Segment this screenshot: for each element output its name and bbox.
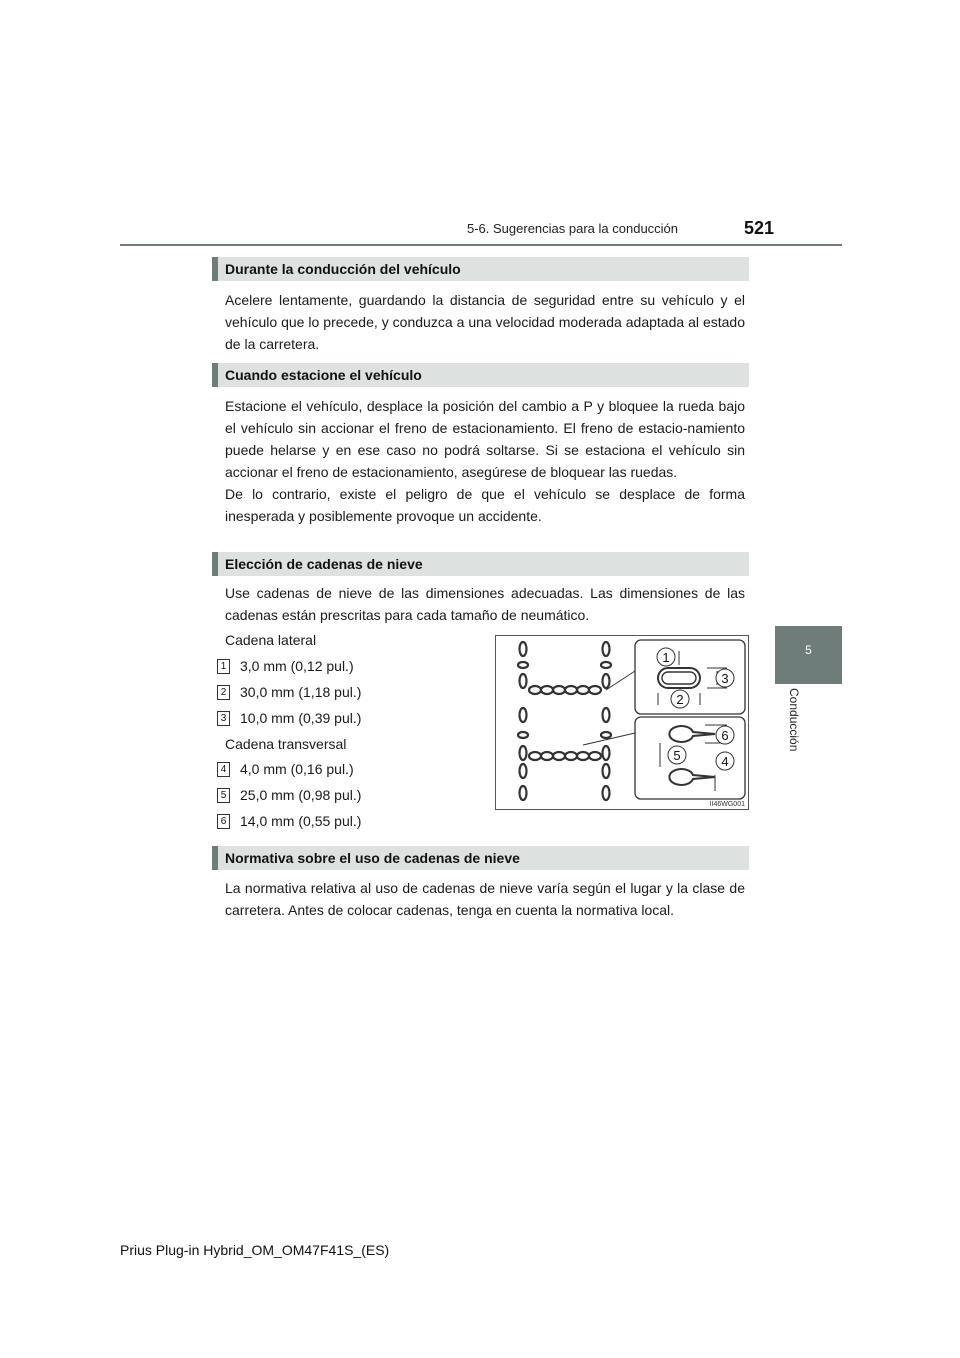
callout-badge: 6	[217, 814, 230, 829]
callout-3: 3	[721, 671, 729, 686]
section-heading-text: Normativa sobre el uso de cadenas de nieve	[225, 850, 520, 866]
chain-illustration	[495, 635, 749, 810]
callout-2: 2	[676, 692, 684, 707]
snow-chain-diagram	[495, 635, 749, 810]
callout-badge: 5	[217, 788, 230, 803]
callout-badge: 4	[217, 762, 230, 777]
paragraph: La normativa relativa al uso de cadenas de nieve varía según el lugar y la clase de carretera. Antes de colocar cadenas, tenga en cuenta la normativa local.	[225, 880, 745, 918]
chapter-label-text: Conducción	[787, 688, 801, 752]
callout-badge: 1	[217, 659, 230, 674]
section-heading-driving	[212, 257, 749, 281]
callout-5: 5	[673, 748, 681, 763]
callout-6: 6	[721, 728, 729, 743]
paragraph: Estacione el vehículo, desplace la posición del cambio a P y bloquee la rueda bajo el vehículo sin accionar el freno de estacionamiento. El freno de estacio-namiento puede helarse y en ese caso no podrá soltarse. Si se estaciona el vehículo sin accionar el freno de estacionamiento, asegúrese de bloquear las ruedas.	[225, 398, 745, 480]
transversal-chain-label: Cadena transversal	[225, 736, 347, 752]
paragraph: Use cadenas de nieve de las dimensiones adecuadas. Las dimensiones de las cadenas están prescritas para cada tamaño de neumático.	[225, 585, 745, 623]
spec-value: 3,0 mm (0,12 pul.)	[240, 658, 354, 674]
spec-value: 4,0 mm (0,16 pul.)	[240, 761, 354, 777]
section-heading-chains	[212, 552, 749, 576]
chapter-number: 5	[805, 643, 812, 657]
paragraph: De lo contrario, existe el peligro de que el vehículo se desplace de forma inesperada y posiblemente provoque un accidente.	[225, 486, 745, 524]
page-number: 521	[744, 218, 775, 238]
callout-badge: 3	[217, 711, 230, 726]
callout-1: 1	[662, 650, 670, 665]
section-body-chains	[225, 582, 745, 626]
document-footer: Prius Plug-in Hybrid_OM_OM47F41S_(ES)	[120, 1242, 390, 1258]
callout-4: 4	[721, 754, 729, 769]
section-heading-text: Durante la conducción del vehículo	[225, 261, 461, 277]
callout-badge: 2	[217, 685, 230, 700]
section-heading-regulations	[212, 846, 749, 870]
spec-value: 10,0 mm (0,39 pul.)	[240, 710, 362, 726]
header-rule	[120, 244, 842, 246]
spec-value: 25,0 mm (0,98 pul.)	[240, 787, 362, 803]
chapter-label	[770, 688, 818, 772]
running-header-section: 5-6. Sugerencias para la conducción	[467, 221, 679, 236]
section-body-parking	[225, 395, 745, 527]
figure-code: II46WG001	[709, 801, 745, 808]
section-heading-text: Cuando estacione el vehículo	[225, 367, 422, 383]
paragraph: Acelere lentamente, guardando la distancia de seguridad entre su vehículo y el vehículo que lo precede, y conduzca a una velocidad moderada adaptada al estado de la carretera.	[225, 292, 745, 352]
spec-value: 14,0 mm (0,55 pul.)	[240, 813, 362, 829]
section-body-driving	[225, 289, 745, 355]
section-heading-text: Elección de cadenas de nieve	[225, 556, 423, 572]
lateral-chain-label: Cadena lateral	[225, 632, 317, 648]
section-body-regulations	[225, 877, 745, 921]
section-heading-parking	[212, 363, 749, 387]
spec-value: 30,0 mm (1,18 pul.)	[240, 684, 362, 700]
